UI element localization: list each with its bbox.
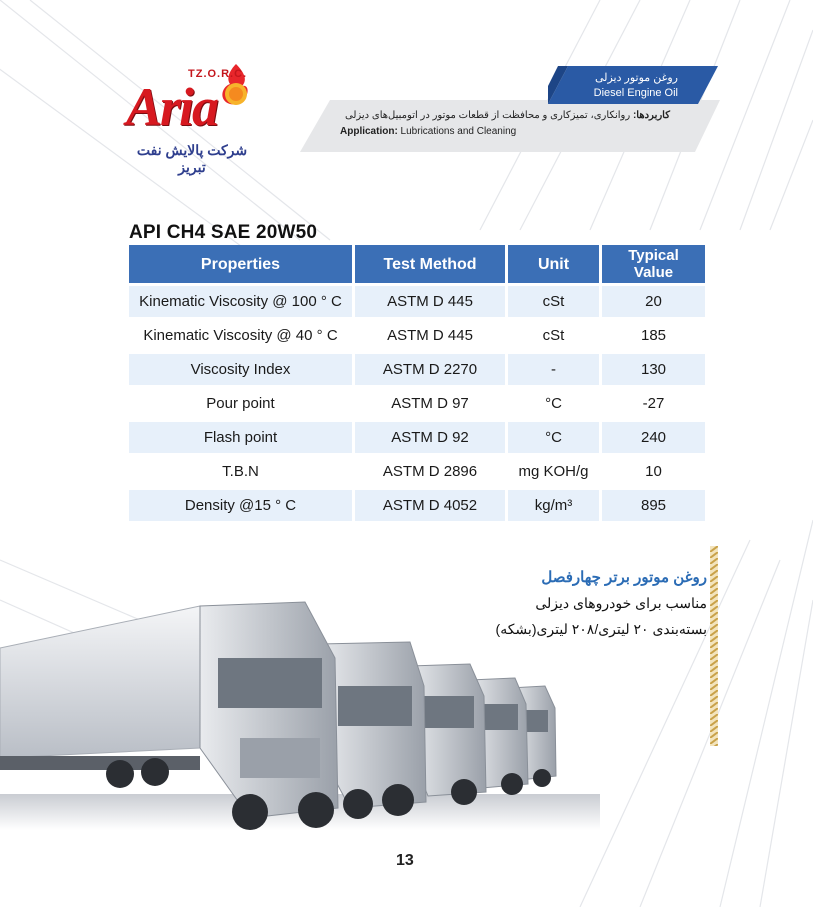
cell-unit: mg KOH/g (508, 456, 599, 487)
cell-value: -27 (602, 388, 705, 419)
header-test-method: Test Method (355, 245, 505, 283)
cell-property: T.B.N (129, 456, 352, 487)
cell-value: 10 (602, 456, 705, 487)
cell-unit: kg/m³ (508, 490, 599, 521)
cell-value: 20 (602, 286, 705, 317)
spec-table (126, 242, 708, 524)
logo-wordmark: Aria (126, 77, 218, 137)
cell-method: ASTM D 92 (355, 422, 505, 453)
cell-property: Kinematic Viscosity @ 100 ° C (129, 286, 352, 317)
aria-logo (118, 62, 278, 175)
table-row (129, 388, 705, 419)
header-properties: Properties (129, 245, 352, 283)
cell-value: 130 (602, 354, 705, 385)
cell-property: Kinematic Viscosity @ 40 ° C (129, 320, 352, 351)
cell-unit: °C (508, 422, 599, 453)
page-number: 13 (396, 852, 414, 869)
table-row (129, 320, 705, 351)
table-row (129, 490, 705, 521)
cell-property: Flash point (129, 422, 352, 453)
cell-unit: cSt (508, 286, 599, 317)
description-title: روغن موتور برتر چهارفصل (541, 569, 707, 586)
cell-property: Pour point (129, 388, 352, 419)
cell-value: 895 (602, 490, 705, 521)
cell-method: ASTM D 4052 (355, 490, 505, 521)
header-typical-value (602, 245, 705, 283)
cell-unit: °C (508, 388, 599, 419)
application-en (340, 126, 516, 137)
cell-property: Density @15 ° C (129, 490, 352, 521)
category-tag (548, 66, 718, 104)
cell-method: ASTM D 445 (355, 286, 505, 317)
cell-method: ASTM D 2270 (355, 354, 505, 385)
description-line-1: مناسب برای خودروهای دیزلی (535, 595, 707, 611)
cell-unit: - (508, 354, 599, 385)
application-fa (330, 110, 670, 121)
company-name-fa: شرکت پالایش نفت تبریز (136, 142, 248, 175)
logo-tag: TZ.O.R.C. (188, 68, 248, 80)
decorative-stripe (710, 546, 718, 746)
table-row (129, 422, 705, 453)
cell-value: 185 (602, 320, 705, 351)
table-row (129, 456, 705, 487)
cell-property: Viscosity Index (129, 354, 352, 385)
cell-method: ASTM D 445 (355, 320, 505, 351)
application-en-text: Lubrications and Cleaning (397, 126, 517, 137)
table-row (129, 286, 705, 317)
table-header-row (129, 245, 705, 283)
cell-method: ASTM D 97 (355, 388, 505, 419)
application-fa-text: روانکاری، تمیزکاری و محافظت از قطعات موتور در اتومبیل‌های دیزلی (345, 110, 633, 121)
trucks-image (0, 598, 600, 830)
cell-method: ASTM D 2896 (355, 456, 505, 487)
cell-value: 240 (602, 422, 705, 453)
category-fa: روغن موتور دیزلی (594, 72, 678, 84)
header-unit: Unit (508, 245, 599, 283)
cell-unit: cSt (508, 320, 599, 351)
application-fa-label: کاربردها: (632, 110, 670, 121)
description-line-2: بسته‌بندی ۲۰ لیتری/۲۰۸ لیتری(بشکه) (495, 621, 707, 637)
table-row (129, 354, 705, 385)
application-en-label: Application: (340, 126, 398, 137)
product-title: API CH4 SAE 20W50 (129, 222, 318, 243)
header-typical-value-text: Typical Value (628, 247, 679, 281)
category-en: Diesel Engine Oil (593, 87, 678, 99)
